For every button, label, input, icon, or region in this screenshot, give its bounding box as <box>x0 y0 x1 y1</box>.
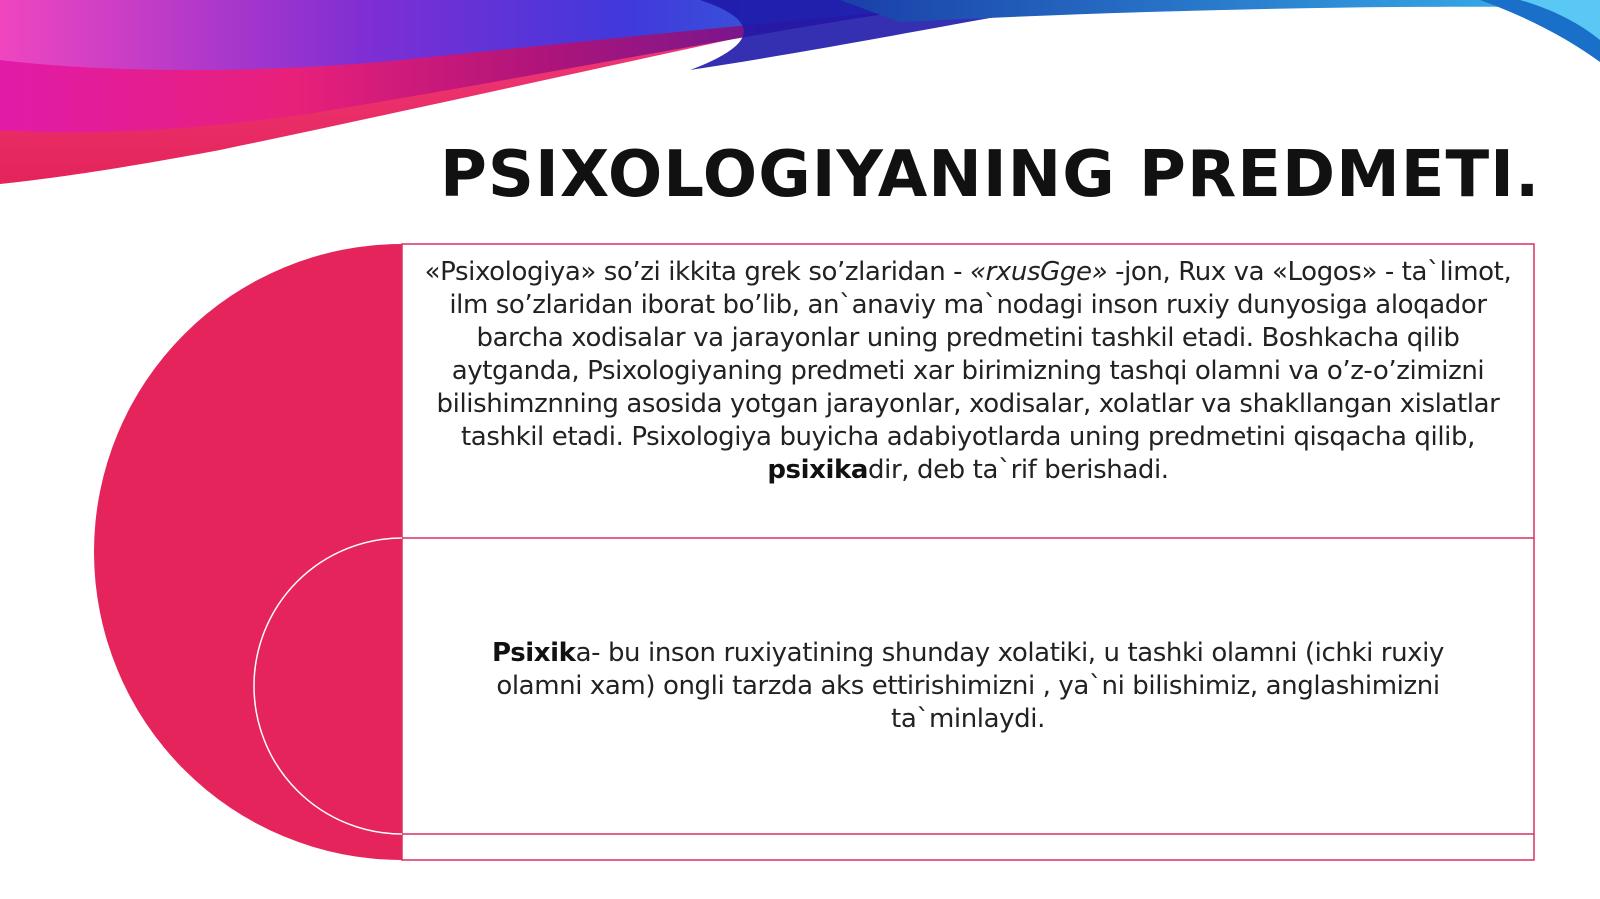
large-red-half-circle <box>94 244 402 860</box>
block1-text-italic: «rxusGge» <box>970 257 1108 287</box>
definition-paragraph-1 <box>416 256 1520 487</box>
block2-text-bold: Psixik <box>492 637 576 668</box>
block2-text: a- bu inson ruxiyatining shunday xolatiki, u tashki olamni (ichki ruxiy olamni xam) ongli tarzda aks ettirishimizni , ya`ni bilishimiz, anglashimizni ta`minlaydi. <box>496 637 1444 734</box>
definition-block-1 <box>402 244 1534 538</box>
block1-text-part1: «Psixologiya» so’zi ikkita grek so’zlaridan - <box>424 257 970 287</box>
block1-text-part5: dir, deb ta`rif berishadi. <box>868 455 1169 485</box>
definition-block-2 <box>402 538 1534 834</box>
definition-paragraph-2 <box>472 637 1464 736</box>
block1-text-bold: psixika <box>767 455 869 485</box>
slide-title: PSIXOLOGIYANING PREDMETI. <box>440 138 1541 212</box>
block1-text-part3: -jon, Rux va «Logos» - ta`limot, ilm so’zlaridan iborat bo’lib, an`anaviy ma`nodagi inson ruxiy dunyosiga aloqador barcha xodisalar va jarayonlar uning predmetini tashkil etadi. Boshkacha qilib aytganda, Psixologiyaning predmeti xar birimizning tashqi olamni va o’z-o’zimizni bilishimznning asosida yotgan jarayonlar, xodisalar, xolatlar va shakllangan xislatlar tashkil etadi. Psixologiya buyicha adabiyotlarda uning predmetini qisqacha qilib, <box>436 257 1512 452</box>
